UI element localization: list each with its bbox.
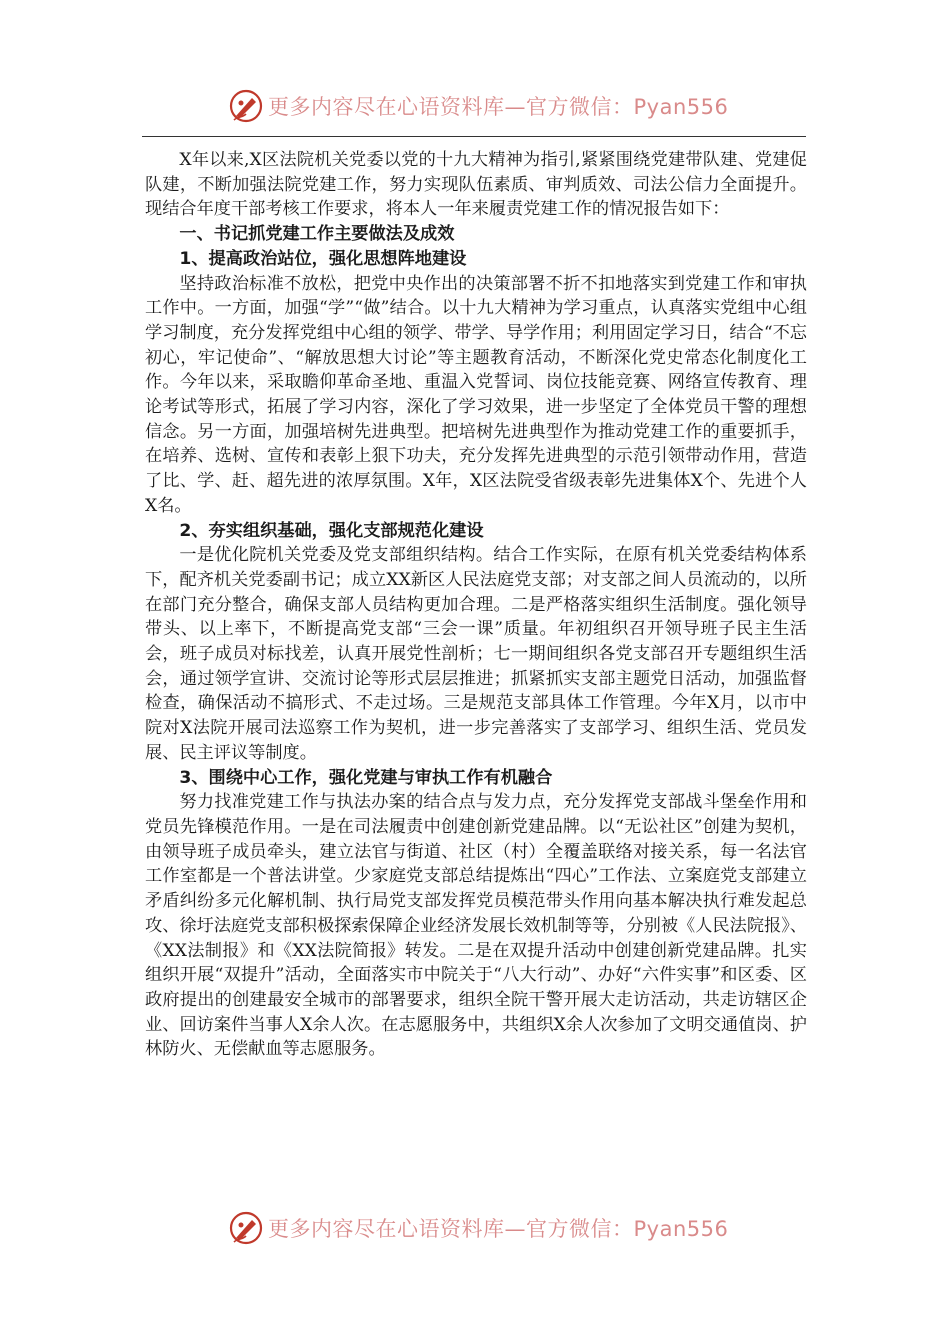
subsection-1-heading: 1、提高政治站位，强化思想阵地建设 <box>179 248 467 269</box>
subsection-2-body: 一是优化院机关党委及党支部组织结构。结合工作实际，在原有机关党委结构体系下，配齐机关党委副书记；成立XX新区人民法庭党支部；对支部之间人员流动的，以所在部门充分整合，确保支部人员结构更加合理。二是严格落实组织生活制度。强化领导带头、以上率下，不断提高党支部“三会一课”质量。年初组织召开领导班子民主生活会，班子成员对标找差，认真开展党性剖析；七一期间组织各党支部召开专题组织生活会，通过领学宣讲、交流讨论等形式层层推进；抓紧抓实支部主题党日活动，加强监督检查，确保活动不搞形式、不走过场。三是规范支部具体工作管理。今年X月，以市中院对X法院开展司法巡察工作为契机，进一步完善落实了支部学习、组织生活、党员发展、民主评议等制度。 <box>145 545 807 763</box>
section-1-heading: 一、书记抓党建工作主要做法及成效 <box>179 224 455 245</box>
footer-banner <box>228 1208 748 1248</box>
subsection-3-heading: 3、围绕中心工作，强化党建与审执工作有机融合 <box>179 767 553 788</box>
intro-paragraph: X年以来,X区法院机关党委以党的十九大精神为指引,紧紧围绕党建带队建、党建促队建，不断加强法院党建工作，努力实现队伍素质、审判质效、司法公信力全面提升。现结合年度干部考核工作要求，将本人一年来履责党建工作的情况报告如下： <box>145 150 807 220</box>
footer-banner-text: 更多内容尽在心语资料库—官方微信：Pyan556 <box>268 1217 729 1241</box>
subsection-1-body: 坚持政治标准不放松，把党中央作出的决策部署不折不扣地落实到党建工作和审执工作中。一方面，加强“学”“做”结合。以十九大精神为学习重点，认真落实党组中心组学习制度，充分发挥党组中心组的领学、带学、导学作用；利用固定学习日，结合“不忘初心，牢记使命”、“解放思想大讨论”等主题教育活动，不断深化党史常态化制度化工作。今年以来，采取瞻仰革命圣地、重温入党誓词、岗位技能竞赛、网络宣传教育、理论考试等形式，拓展了学习内容，深化了学习效果，进一步坚定了全体党员干警的理想信念。另一方面，加强培树先进典型。把培树先进典型作为推动党建工作的重要抓手，在培养、选树、宣传和表彰上狠下功夫，充分发挥先进典型的示范引领带动作用，营造了比、学、赶、超先进的浓厚氛围。X年，X区法院受省级表彰先进集体X个、先进个人X名。 <box>145 273 807 516</box>
header-banner <box>228 86 748 126</box>
header-divider <box>142 136 806 137</box>
pen-circle-logo-icon <box>228 1210 264 1246</box>
subsection-3-body: 努力找准党建工作与执法办案的结合点与发力点，充分发挥党支部战斗堡垒作用和党员先锋模范作用。一是在司法履责中创建创新党建品牌。以“无讼社区”创建为契机，由领导班子成员牵头，建立法官与街道、社区（村）全覆盖联络对接关系，每一名法官工作室都是一个普法讲堂。少家庭党支部总结提炼出“四心”工作法、立案庭党支部建立矛盾纠纷多元化解机制、执行局党支部发挥党员模范带头作用向基本解决执行难发起总攻、徐圩法庭党支部积极探索保障企业经济发展长效机制等等，分别被《人民法院报》、《XX法制报》和《XX法院简报》转发。二是在双提升活动中创建创新党建品牌。扎实组织开展“双提升”活动，全面落实市中院关于“八大行动”、办好“六件实事”和区委、区政府提出的创建最安全城市的部署要求，组织全院干警开展大走访活动，共走访辖区企业、回访案件当事人X余人次。在志愿服务中，共组织X余人次参加了文明交通值岗、护林防火、无偿献血等志愿服务。 <box>145 792 807 1060</box>
header-banner-text: 更多内容尽在心语资料库—官方微信：Pyan556 <box>268 95 729 119</box>
subsection-2-heading: 2、夯实组织基础，强化支部规范化建设 <box>179 520 484 541</box>
pen-circle-logo-icon <box>228 88 264 124</box>
document-body <box>145 148 807 1062</box>
